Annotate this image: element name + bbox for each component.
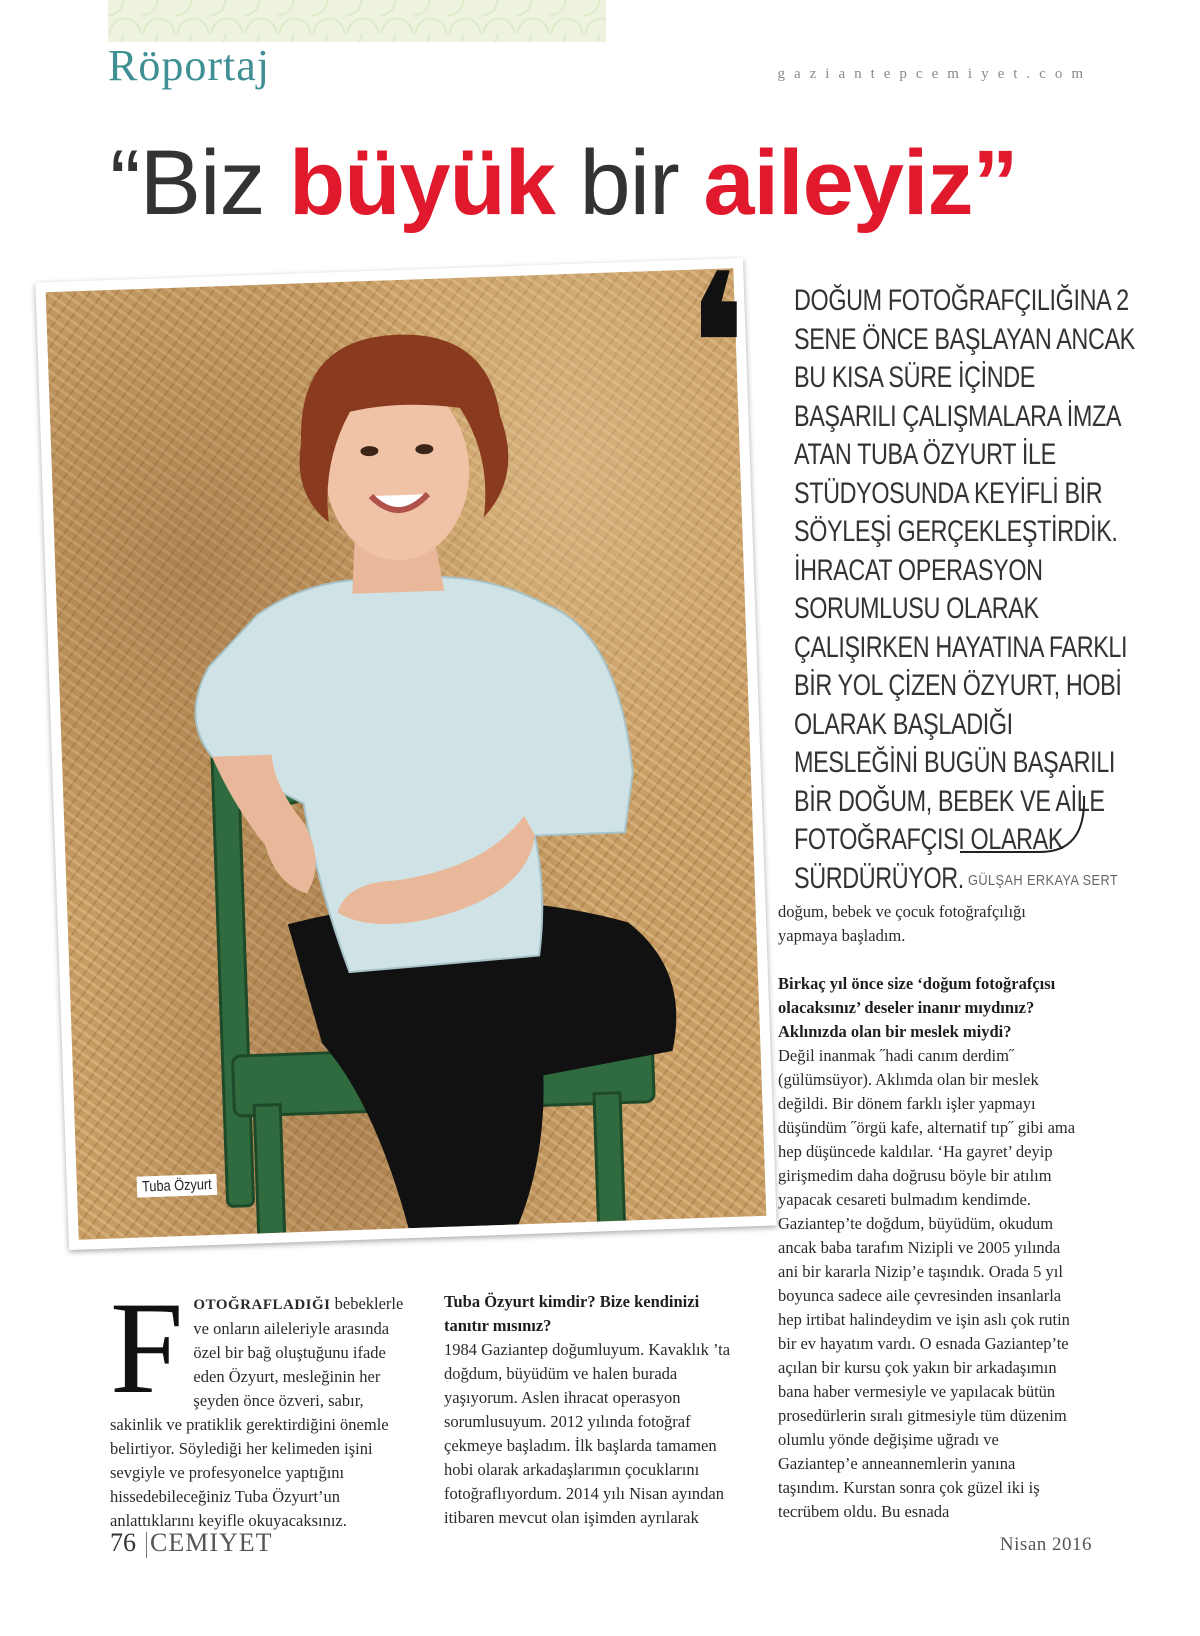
portrait-photo xyxy=(46,268,767,1239)
lead-word: OTOĞRAFLADIĞI xyxy=(193,1297,331,1313)
intro-quote: DOĞUM FOTOĞRAFÇILIĞINA 2 SENE ÖNCE BAŞLAYAN ANCAK BU KISA SÜRE İÇİNDE BAŞARILI ÇALIŞMALARA İMZA ATAN TUBA ÖZYURT İLE STÜDYOSUNDA KEYİFLİ BİR SÖYLEŞİ GERÇEKLEŞTİRDİK. İHRACAT OPERASYON SORUMLUSU OLARAK ÇALIŞIRKEN HAYATINA FARKLI BİR YOL ÇİZEN ÖZYURT, HOBİ OLARAK BAŞLADIĞI MESLEĞİNİ BUGÜN BAŞARILI BİR DOĞUM, BEBEK VE AİLE FOTOĞRAFÇISI OLARAK SÜRDÜRÜYOR. xyxy=(794,284,1135,895)
headline-part-4: aileyiz” xyxy=(703,132,1018,234)
portrait-photo-frame xyxy=(35,258,776,1250)
footer-separator xyxy=(146,1532,147,1558)
header-ornament xyxy=(108,0,606,42)
headline xyxy=(110,128,1110,238)
section-title: Röportaj xyxy=(108,41,270,90)
photo-credit: Tuba Özyurt xyxy=(137,1174,218,1198)
body-column-middle xyxy=(444,1290,744,1530)
portrait-illustration xyxy=(46,268,767,1239)
body-column-right xyxy=(778,900,1080,1524)
magazine-name: CEMIYET xyxy=(150,1528,273,1557)
intro-paragraph-text: bebeklerle ve onların aileleriyle arasında özel bir bağ oluştuğunu ifade eden Özyurt, mesleğinin her şeyden önce özveri, sabır, sakinlik ve pratiklik gerektirdiğini önemle belirtiyor. Söylediği her kelimeden işini sevgiyle ve profesyonelce yaptığını hissedebileceğiniz Tuba Özyurt’un anlattıklarını keyifle okuyacaksınız. xyxy=(110,1294,404,1530)
body-column-left xyxy=(110,1274,420,1533)
headline-part-2: büyük xyxy=(289,132,555,234)
interview-question-2: Birkaç yıl önce size ‘doğum fotoğrafçısı olacaksınız’ deseler inanır mıydınız? Aklınızda olan bir meslek miydi? xyxy=(778,974,1056,1041)
paragraph-gap xyxy=(778,948,1080,972)
drop-cap: F xyxy=(110,1274,184,1421)
interview-answer-1: 1984 Gaziantep doğumluyum. Kavaklık ’ta doğdum, büyüdüm ve halen burada yaşıyorum. Aslen ihracat operasyon sorumlusuyum. 2012 yılında fotoğraf çekmeye başladım. İlk başlarda tamamen hobi olarak arkadaşlarımın çocuklarını fotoğraflıyordum. 2014 yılı Nisan ayından itibaren mevcut olan işimden ayrılarak xyxy=(444,1340,731,1527)
answer-continuation: doğum, bebek ve çocuk fotoğrafçılığı yapmaya başladım. xyxy=(778,902,1026,945)
quote-mark-icon: ❛ xyxy=(684,231,749,464)
page-number: 76 xyxy=(110,1528,136,1557)
quote-close-curve-icon xyxy=(960,796,1088,856)
headline-part-3: bir xyxy=(554,132,704,234)
site-url: gaziantepcemiyet.com xyxy=(777,66,1092,82)
headline-part-1: “Biz xyxy=(110,132,289,234)
issue-date: Nisan 2016 xyxy=(999,1534,1092,1555)
interview-answer-2: Değil inanmak ˝hadi canım derdim˝ (gülümsüyor). Aklımda olan bir meslek değildi. Bir dönem farklı işler yapmayı düşündüm ˝örgü kafe, alternatif tıp˝ gibi ama hep düşüncede kaldılar. ‘Ha gayret’ deyip girişmedim daha doğrusu böyle bir atılım yapacak cesareti bulmadım kendimde. Gaziantep’te doğdum, büyüdüm, okudum ancak baba tarafım Nizipli ve 2005 yılında ani bir kararla Nizip’e taşındık. Orada 5 yıl boyunca sadece aile çevresinden insanlarla hep irtibat halindeydim ve işin aslı çok rutin bir ev hayatım vardı. O esnada Gaziantep’te açılan bir kursu çok yakın bir arkadaşımın bana haber vermesiyle ve yapılacak bütün prosedürlerin sıralı gitmesiyle tüm düzenim olumlu yönde değişime uğradı ve Gaziantep’e anneannemlerin yanına taşındım. Kurstan sonra çok güzel iki iş tecrübem oldu. Bu esnada xyxy=(778,1046,1076,1521)
author-byline: GÜLŞAH ERKAYA SERT xyxy=(968,872,1119,889)
interview-question-1: Tuba Özyurt kimdir? Bize kendinizi tanıtır mısınız? xyxy=(444,1292,700,1335)
